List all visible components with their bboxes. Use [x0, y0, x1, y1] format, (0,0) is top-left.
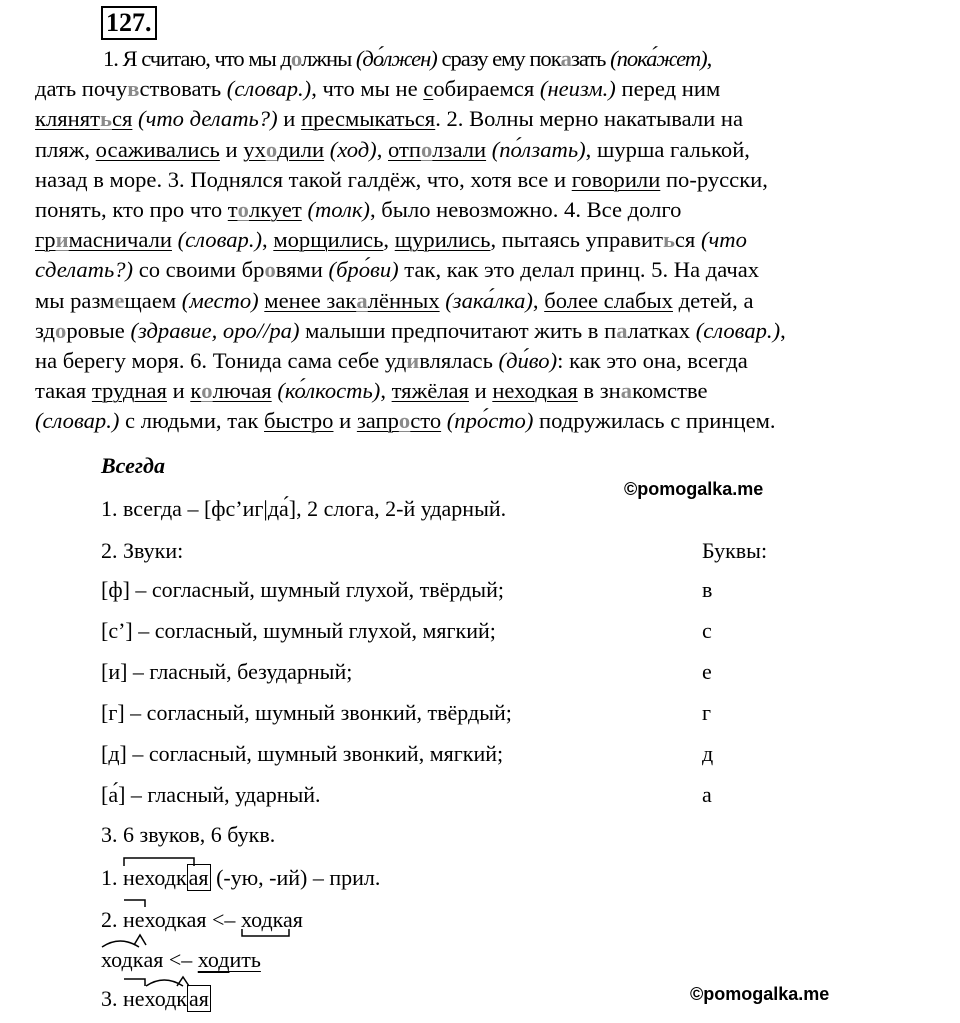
underlined-word: осаживались — [95, 136, 220, 162]
text-segment: сразу ему пок — [436, 46, 561, 71]
text-segment: перед ним — [615, 76, 721, 102]
highlighted-letter: а — [560, 46, 571, 71]
morph-line-2 — [101, 907, 303, 933]
sound-row: [а́] – гласный, ударный. — [101, 782, 321, 807]
text-segment: вями — [275, 257, 329, 283]
letters-label: Буквы: — [702, 538, 768, 563]
text-segment: так, как это делал принц. 5. На дачах — [398, 257, 760, 283]
highlighted-letter: ь — [100, 106, 112, 132]
morph-4-root: ход — [145, 986, 177, 1012]
note-text: (неизм.) — [539, 76, 616, 102]
letter-cell: г — [702, 700, 712, 725]
text-segment: , — [262, 227, 274, 253]
morph-line-3 — [101, 947, 261, 973]
morph-1-stem: неходк — [123, 865, 187, 891]
stem-bracket — [123, 855, 195, 867]
letter-cell: с — [702, 618, 712, 643]
sound-row: [д] – согласный, шумный звонкий, мягкий; — [101, 741, 504, 766]
underlined-word: масничали — [68, 227, 172, 253]
text-segment: , было невозможно. 4. Все долго — [369, 197, 682, 223]
text-segment: , — [532, 287, 545, 313]
text-line — [35, 104, 905, 134]
morph-4-suffix: к — [176, 986, 187, 1012]
text-segment: и — [333, 408, 357, 434]
text-segment: и — [166, 378, 191, 404]
note-text: (ко́лкость) — [277, 378, 381, 404]
text-segment: , шурша галькой, — [585, 136, 750, 162]
letter-cell: д — [702, 741, 714, 766]
morph-2-arrow: <– — [206, 907, 241, 932]
sound-row: [ф] – согласный, шумный глухой, твёрдый; — [101, 577, 504, 602]
morph-2-word-rest: ходкая — [144, 907, 207, 932]
underlined-word: тяжёлая — [391, 378, 469, 404]
underlined-word: пресмыкаться — [301, 106, 436, 132]
text-line — [35, 346, 905, 376]
highlighted-letter: о — [290, 46, 302, 71]
highlighted-letter: о — [55, 317, 67, 343]
underlined-word: лючая — [212, 378, 272, 404]
text-segment: , — [706, 46, 712, 71]
underlined-word: лзали — [432, 136, 487, 162]
note-text: (зака́лка) — [445, 287, 533, 313]
underlined-word: отп — [388, 136, 421, 162]
text-segment: . 2. Волны мерно накатывали на — [435, 106, 743, 132]
highlighted-letter: ь — [662, 227, 675, 253]
text-segment: понять, кто про что — [35, 197, 228, 223]
note-text: (что делать?) — [138, 106, 278, 132]
text-line — [35, 255, 905, 285]
underlined-word: трудная — [91, 378, 167, 404]
text-segment: , что мы не — [311, 76, 424, 102]
sounds-label: 2. Звуки: — [101, 538, 184, 563]
note-text: (что — [700, 227, 747, 253]
text-segment: ствовать — [139, 76, 227, 102]
text-line — [35, 316, 905, 346]
highlighted-letter: о — [237, 197, 249, 223]
underlined-word: гр — [35, 227, 56, 253]
note-text: (до́лжен) — [355, 46, 437, 71]
text-segment: по-русски, — [660, 166, 768, 192]
suffix-caret — [133, 933, 147, 947]
highlighted-letter: а — [356, 287, 368, 313]
morph-4-prefix: 3. — [101, 986, 123, 1011]
text-line — [35, 135, 905, 165]
highlighted-letter: и — [406, 348, 420, 374]
text-segment: лжны — [301, 46, 356, 71]
underlined-word: менее зак — [264, 287, 357, 313]
note-text: (ди́во) — [498, 348, 558, 374]
text-segment: : как это она, всегда — [557, 348, 748, 374]
morph-3-arrow: <– — [163, 947, 198, 972]
note-text: (толк) — [307, 197, 370, 223]
text-segment: влялась — [419, 348, 499, 374]
highlighted-letter: о — [398, 408, 411, 434]
text-segment: в зн — [577, 378, 621, 404]
morph-3-ending: ая — [143, 947, 164, 972]
text-segment: ся — [674, 227, 701, 253]
note-text: (здравие, оро//ра) — [130, 317, 300, 343]
text-segment: и — [277, 106, 302, 132]
underlined-word: к — [190, 378, 202, 404]
morph-line-1 — [101, 865, 380, 891]
highlighted-letter: о — [265, 136, 278, 162]
note-text: (место) — [181, 287, 259, 313]
underlined-word: запр — [356, 408, 399, 434]
underlined-word: морщились — [273, 227, 384, 253]
note-text: (ход) — [329, 136, 377, 162]
text-segment: дать почу — [35, 76, 128, 102]
morph-1-rest: (-ую, -ий) – прил. — [210, 865, 381, 890]
underlined-word: ух — [243, 136, 266, 162]
morph-3-base-root: ход — [197, 947, 230, 972]
morph-2-prefix-part: не — [123, 907, 145, 933]
text-segment: подружилась с принцем. — [533, 408, 776, 434]
text-segment: зать — [570, 46, 611, 71]
text-segment: со своими бр — [133, 257, 265, 283]
highlighted-letter: о — [420, 136, 433, 162]
text-segment: с людьми, так — [119, 408, 265, 434]
underlined-word: говорили — [571, 166, 661, 192]
suffix-caret — [176, 976, 190, 988]
sound-summary: 3. 6 звуков, 6 букв. — [101, 822, 276, 847]
watermark-top: ©pomogalka.me — [624, 479, 764, 499]
text-line — [35, 74, 905, 104]
text-line — [35, 165, 905, 195]
underlined-word: лкует — [248, 197, 302, 223]
text-segment: на берегу моря. 6. Тонида сама себе уд — [35, 348, 407, 374]
underlined-word: ся — [111, 106, 133, 132]
note-text: (словар.) — [35, 408, 120, 434]
note-text: (по́лзать) — [491, 136, 586, 162]
underlined-word: неходкая — [492, 378, 578, 404]
text-segment: , — [780, 317, 786, 343]
highlighted-letter: е — [114, 287, 125, 313]
underlined-word: клянят — [35, 106, 101, 132]
morph-2-prefix: 2. — [101, 907, 123, 932]
underlined-word: т — [227, 197, 238, 223]
watermark-bottom: ©pomogalka.me — [690, 984, 830, 1004]
morph-1-ending: ая — [188, 865, 209, 890]
note-text: (словар.) — [177, 227, 263, 253]
morph-3-root: ход — [101, 947, 133, 973]
sound-row: [г] – согласный, шумный звонкий, твёрдый; — [101, 700, 512, 725]
text-segment: зд — [35, 317, 56, 343]
text-segment: , — [380, 378, 392, 404]
text-segment: мы разм — [35, 287, 115, 313]
note-text: (бро́ви) — [328, 257, 399, 283]
base-bracket — [241, 929, 319, 939]
sound-row: [и] – гласный, безударный; — [101, 659, 353, 684]
underlined-word: лённых — [367, 287, 440, 313]
morph-4-pre: не — [123, 986, 145, 1012]
morph-3-base-rest: ить — [229, 947, 261, 972]
letter-cell: а — [702, 782, 712, 807]
exercise-text — [35, 44, 905, 437]
morph-2-base: ходкая — [241, 907, 303, 933]
text-segment: , — [383, 227, 395, 253]
highlighted-letter: в — [127, 76, 140, 102]
highlighted-letter: а — [616, 317, 628, 343]
text-line — [35, 225, 905, 255]
text-segment: латках — [627, 317, 696, 343]
text-segment: и — [468, 378, 493, 404]
text-line — [35, 406, 905, 436]
text-segment: ровые — [66, 317, 131, 343]
text-segment: малыши предпочитают жить в п — [299, 317, 617, 343]
note-text: (про́сто) — [446, 408, 534, 434]
prefix-mark — [123, 897, 147, 909]
underlined-word: более слабых — [544, 287, 673, 313]
text-segment: , — [376, 136, 389, 162]
analysis-heading: Всегда — [101, 453, 165, 478]
text-segment: , пытаясь управит — [490, 227, 663, 253]
morph-1-prefix: 1. — [101, 865, 123, 890]
text-segment: обираемся — [433, 76, 540, 102]
underlined-word: дили — [277, 136, 325, 162]
note-text: (словар.) — [695, 317, 781, 343]
underlined-word: быстро — [264, 408, 334, 434]
text-segment: и — [219, 136, 244, 162]
text-line — [35, 195, 905, 225]
underlined-word: щурились — [394, 227, 491, 253]
text-segment: 1. Я считаю, что мы д — [103, 46, 291, 71]
prefix-mark — [123, 976, 147, 988]
morph-4-ending: ая — [188, 986, 209, 1011]
morph-line-4 — [101, 986, 211, 1012]
highlighted-letter: а — [620, 378, 633, 404]
text-line — [35, 286, 905, 316]
text-segment: комстве — [632, 378, 708, 404]
highlighted-letter: и — [55, 227, 69, 253]
underlined-word: с — [423, 76, 434, 102]
text-segment: щаем — [124, 287, 182, 313]
text-segment: пляж, — [35, 136, 96, 162]
text-line — [35, 376, 905, 406]
highlighted-letter: о — [264, 257, 276, 283]
phonetic-line: 1. всегда – [фс’иг|да́], 2 слога, 2-й ударный. — [101, 496, 507, 521]
text-line — [35, 44, 905, 74]
sound-row: [с’] – согласный, шумный глухой, мягкий; — [101, 618, 496, 643]
note-text: (пока́жет) — [610, 46, 707, 71]
note-text: (словар.) — [226, 76, 312, 102]
text-segment: назад в море. 3. Поднялся такой галдёж, что, хотя все и — [35, 166, 572, 192]
text-segment: такая — [35, 378, 92, 404]
exercise-number: 127. — [101, 6, 157, 40]
underlined-word: сто — [410, 408, 442, 434]
letter-cell: в — [702, 577, 713, 602]
morph-3-suffix: к — [133, 947, 144, 973]
highlighted-letter: о — [201, 378, 213, 404]
text-segment: детей, а — [672, 287, 754, 313]
note-text: сделать?) — [35, 257, 134, 283]
letter-cell: е — [702, 659, 712, 684]
